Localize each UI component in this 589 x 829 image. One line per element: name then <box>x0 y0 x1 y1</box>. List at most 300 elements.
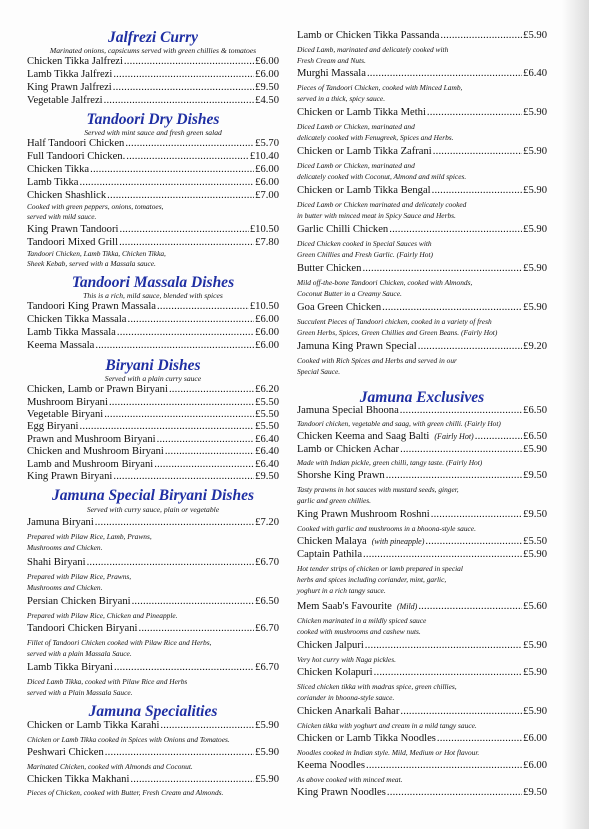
item-description: cooked with mushrooms and cashew nuts. <box>297 627 421 636</box>
item-description: Mild off-the-bone Tandoori Chicken, cooked with Almonds, <box>297 278 473 287</box>
item-name-text: Chicken Tikka Jalfrezi <box>27 56 123 67</box>
item-description: Pieces of Tandoori Chicken, cooked with Minced Lamb, <box>297 83 463 92</box>
item-name-text: Half Tandoori Chicken <box>27 138 125 149</box>
item-name <box>297 67 366 80</box>
item-price: £5.90 <box>255 774 279 785</box>
item-description: coriander in bhoona-style sauce. <box>297 693 395 702</box>
leader-dots <box>157 300 249 313</box>
item-name-text: Lamb and Mushroom Biryani <box>27 459 154 470</box>
item-description: yoghurt in a rich tangy sauce. <box>297 586 386 595</box>
leader-dots <box>95 339 254 352</box>
item-name-text: Chicken Kolapuri <box>297 667 373 678</box>
item-name <box>27 470 112 483</box>
leader-dots <box>400 705 522 718</box>
item-description: Tandoori Chicken, Lamb Tikka, Chicken Tikka, <box>27 249 166 258</box>
item-name <box>27 137 124 150</box>
menu-item-chicken-malaya <box>297 535 547 548</box>
leader-dots <box>119 236 254 249</box>
menu-item-goa-green-chicken <box>297 301 547 314</box>
item-price: £6.20 <box>255 384 279 395</box>
leader-dots <box>425 535 522 548</box>
menu-item-chicken-kolapuri <box>297 666 547 679</box>
menu-item-tandoori-chicken-biryani <box>27 622 279 635</box>
item-price: £9.50 <box>523 470 547 481</box>
leader-dots <box>365 639 522 652</box>
item-description: served in a thick, spicy sauce. <box>297 94 386 103</box>
leader-dots <box>125 137 254 150</box>
item-name-text: Garlic Chilli Chicken <box>297 224 389 235</box>
leader-dots <box>160 719 254 732</box>
item-description: Tandoori chicken, vegetable and saag, with green chilli. (Fairly Hot) <box>297 419 501 428</box>
item-price: £6.70 <box>255 662 279 673</box>
menu-item-keema-noodles <box>297 759 547 772</box>
menu-item-captain-pathila <box>297 548 547 561</box>
item-name <box>297 469 385 482</box>
item-name <box>297 666 373 679</box>
menu-item-keema-massala <box>27 339 279 352</box>
leader-dots <box>126 150 249 163</box>
leader-dots <box>389 223 522 236</box>
section-heading-jamuna-specialities: Jamuna Specialities <box>88 703 218 720</box>
leader-dots <box>138 622 254 635</box>
menu-item-lamb-tikka <box>27 176 279 189</box>
item-description: Tasty prawns in hot sauces with mustard seeds, ginger, <box>297 485 459 494</box>
item-price: £5.50 <box>523 536 547 547</box>
item-description: Chicken tikka with yoghurt and cream in a mild tangy sauce. <box>297 721 477 730</box>
menu-item-garlic-chilli-chicken <box>297 223 547 236</box>
menu-item-lamb-tikka-biryani <box>27 661 279 674</box>
item-description: Diced Lamb, marinated and delicately cooked with <box>297 45 449 54</box>
item-description: served with a Plain Massala Sauce. <box>27 688 133 697</box>
item-name-text: Shorshe King Prawn <box>297 470 385 481</box>
item-price: £5.60 <box>523 601 547 612</box>
leader-dots <box>427 106 522 119</box>
menu-item-chicken-tikka-jalfrezi <box>27 55 279 68</box>
item-description: Very hot curry with Naga pickles. <box>297 655 396 664</box>
item-name <box>27 150 125 163</box>
item-name <box>27 81 112 94</box>
menu-item-chicken-anarkali-bahar <box>297 705 547 718</box>
item-description: Cooked with garlic and mushrooms in a bhoona-style sauce. <box>297 524 476 533</box>
item-name <box>27 719 159 732</box>
leader-dots <box>165 445 254 458</box>
item-description: Prepared with Pilaw Rice, Chicken and Pineapple. <box>27 611 178 620</box>
leader-dots <box>104 94 255 107</box>
item-name-text: Lamb or Chicken Achar <box>297 444 400 455</box>
item-price: £7.00 <box>255 190 279 201</box>
item-name <box>27 556 86 569</box>
item-name <box>27 773 129 786</box>
menu-item-jamuna-special-bhoona <box>297 404 547 417</box>
item-description: Fillet of Tandoori Chicken cooked with Pilaw Rice and Herbs, <box>27 638 212 647</box>
item-name <box>297 404 399 417</box>
item-name-text: Chicken or Lamb Tikka Bengal <box>297 185 431 196</box>
leader-dots <box>431 508 522 521</box>
menu-item-tandoori-king-prawn-massala <box>27 300 279 313</box>
item-note: (Mild) <box>394 602 418 611</box>
item-name <box>297 262 361 275</box>
item-name <box>27 189 106 202</box>
item-description: Sliced chicken tikka with madras spice, green chillies, <box>297 682 457 691</box>
item-name-text: Chicken Keema and Saag Balti <box>297 431 430 442</box>
leader-dots <box>362 262 522 275</box>
section-subheading: Marinated onions, capsicums served with green chillies & tomatoes <box>49 46 257 55</box>
item-name <box>297 600 417 613</box>
menu-item-egg-biryani <box>27 420 279 433</box>
section-heading-tandoori-massala-dishes: Tandoori Massala Dishes <box>71 274 235 291</box>
item-name <box>27 661 113 674</box>
item-name-text: Lamb Tikka Biryani <box>27 662 113 673</box>
menu-item-lamb-or-chicken-tikka-passanda <box>297 29 547 42</box>
menu-item-lamb-tikka-massala <box>27 326 279 339</box>
item-name <box>297 548 362 561</box>
leader-dots <box>418 600 522 613</box>
item-name <box>27 94 103 107</box>
menu-item-lamb-or-chicken-achar <box>297 443 547 456</box>
item-price: £6.40 <box>255 459 279 470</box>
item-name-text: King Prawn Tandoori <box>27 224 119 235</box>
menu-item-shorshe-king-prawn <box>297 469 547 482</box>
menu-item-full-tandoori-chicken <box>27 150 279 163</box>
leader-dots <box>80 420 255 433</box>
menu-item-chicken-shashlick <box>27 189 279 202</box>
item-name <box>297 430 474 443</box>
menu-item-lamb-tikka-jalfrezi <box>27 68 279 81</box>
item-price: £6.70 <box>255 557 279 568</box>
leader-dots <box>95 516 254 529</box>
item-price: £9.50 <box>255 471 279 482</box>
item-price: £5.50 <box>255 421 279 432</box>
item-price: £7.20 <box>255 517 279 528</box>
section-heading-jamuna-exclusives: Jamuna Exclusives <box>359 389 485 406</box>
item-name-text: Chicken Anarkali Bahar <box>297 706 400 717</box>
item-price: £6.00 <box>255 177 279 188</box>
item-description: Chicken or Lamb Tikka cooked in Spices with Onions and Tomatoes. <box>27 735 230 744</box>
item-description: Diced Lamb or Chicken, marinated and <box>297 122 415 131</box>
leader-dots <box>387 786 522 799</box>
item-name-text: Vegetable Biryani <box>27 409 104 420</box>
item-name-text: Full Tandoori Chicken. <box>27 151 126 162</box>
item-price: £6.00 <box>255 164 279 175</box>
item-name-text: Vegetable Jalfrezi <box>27 95 103 106</box>
item-price: £5.90 <box>523 706 547 717</box>
item-name <box>297 759 365 772</box>
item-name-text: King Prawn Biryani <box>27 471 113 482</box>
item-description: Prepared with Pilaw Rice, Lamb, Prawns, <box>27 532 152 541</box>
item-price: £5.90 <box>523 107 547 118</box>
item-price: £5.90 <box>523 224 547 235</box>
item-name <box>27 313 126 326</box>
item-description: Chicken marinated in a mildly spiced sauce <box>297 616 427 625</box>
item-name <box>27 746 104 759</box>
section-subheading: Served with mint sauce and fresh green salad <box>84 128 222 137</box>
item-price: £4.50 <box>255 95 279 106</box>
item-description: served with mild sauce. <box>27 212 97 221</box>
item-name-text: Lamb Tikka Jalfrezi <box>27 69 113 80</box>
item-price: £6.00 <box>255 69 279 80</box>
leader-dots <box>363 548 522 561</box>
item-description: Cooked with Rich Spices and Herbs and served in our <box>297 356 457 365</box>
item-description: Pieces of Chicken, cooked with Butter, Fresh Cream and Almonds. <box>27 788 224 797</box>
item-price: £5.90 <box>523 667 547 678</box>
section-subheading: Served with a plain curry sauce <box>104 374 202 383</box>
item-name-text: Tandoori Chicken Biryani <box>27 623 138 634</box>
item-name <box>27 236 118 249</box>
item-name-text: Lamb Tikka Massala <box>27 327 116 338</box>
item-name-text: Jamuna King Prawn Special <box>297 341 417 352</box>
item-price: £5.90 <box>523 146 547 157</box>
item-name-text: Egg Biryani <box>27 421 79 432</box>
menu-item-tandoori-mixed-grill <box>27 236 279 249</box>
leader-dots <box>400 443 522 456</box>
leader-dots <box>80 176 255 189</box>
leader-dots <box>382 301 522 314</box>
item-name-text: Butter Chicken <box>297 263 362 274</box>
leader-dots <box>130 773 254 786</box>
section-heading-jamuna-special-biryani-dishes: Jamuna Special Biryani Dishes <box>52 487 254 504</box>
item-name-text: Mushroom Biryani <box>27 397 108 408</box>
item-price: £6.50 <box>255 596 279 607</box>
leader-dots <box>113 68 254 81</box>
item-name <box>27 55 123 68</box>
item-name-text: Peshwari Chicken <box>27 747 104 758</box>
item-name-text: Jamuna Biryani <box>27 517 94 528</box>
leader-dots <box>87 556 255 569</box>
leader-dots <box>367 67 522 80</box>
menu-item-king-prawn-tandoori <box>27 223 279 236</box>
item-name-text: Captain Pathila <box>297 549 363 560</box>
item-price: £6.40 <box>255 446 279 457</box>
item-price: £9.20 <box>523 341 547 352</box>
item-name <box>297 145 432 158</box>
item-description: Hot tender strips of chicken or lamb prepared in special <box>297 564 463 573</box>
item-price: £6.00 <box>523 760 547 771</box>
leader-dots <box>440 29 522 42</box>
item-price: £5.90 <box>523 640 547 651</box>
item-name <box>27 595 131 608</box>
item-price: £6.50 <box>523 405 547 416</box>
item-name-text: Lamb or Chicken Tikka Passanda <box>297 30 440 41</box>
item-description: delicately cooked with Fenugreek, Spices and Herbs. <box>297 133 454 142</box>
menu-item-chicken-lamb-or-prawn-biryani <box>27 383 279 396</box>
menu-item-king-prawn-mushroom-roshni <box>297 508 547 521</box>
item-name-text: Murghi Massala <box>297 68 366 79</box>
item-price: £10.50 <box>249 301 279 312</box>
leader-dots <box>169 383 254 396</box>
item-price: £5.90 <box>523 263 547 274</box>
page-fold-shadow <box>562 0 589 829</box>
item-name <box>297 535 424 548</box>
item-description: Diced Lamb or Chicken, marinated and <box>297 161 415 170</box>
menu-item-chicken-or-lamb-tikka-zafrani <box>297 145 547 158</box>
leader-dots <box>432 184 523 197</box>
item-description: Mushrooms and Chicken. <box>27 543 103 552</box>
item-name <box>27 420 79 433</box>
item-name-text: Prawn and Mushroom Biryani <box>27 434 156 445</box>
leader-dots <box>114 661 254 674</box>
menu-item-king-prawn-jalfrezi <box>27 81 279 94</box>
item-name <box>27 300 156 313</box>
leader-dots <box>113 470 254 483</box>
item-name-text: Chicken Tikka <box>27 164 90 175</box>
item-name-text: Chicken or Lamb Tikka Methi <box>297 107 426 118</box>
leader-dots <box>386 469 522 482</box>
item-description: Mushrooms and Chicken. <box>27 583 103 592</box>
menu-item-chicken-keema-and-saag-balti <box>297 430 547 443</box>
item-description: garlic and green chillies. <box>297 496 372 505</box>
item-name-text: Chicken and Mushroom Biryani <box>27 446 164 457</box>
menu-item-chicken-or-lamb-tikka-methi <box>297 106 547 119</box>
item-name <box>27 326 116 339</box>
menu-item-shahi-biryani <box>27 556 279 569</box>
item-name-text: King Prawn Noodles <box>297 787 386 798</box>
leader-dots <box>475 430 522 443</box>
item-name-text: King Prawn Jalfrezi <box>27 82 112 93</box>
item-description: served with a plain Massala Sauce. <box>27 649 132 658</box>
leader-dots <box>400 404 522 417</box>
item-description: Made with Indian pickle, green chilli, tangy taste. (Fairly Hot) <box>297 458 483 467</box>
leader-dots <box>117 326 254 339</box>
item-name-text: Chicken or Lamb Tikka Karahi <box>27 720 160 731</box>
item-name <box>297 705 399 718</box>
menu-item-butter-chicken <box>297 262 547 275</box>
item-name-text: Tandoori King Prawn Massala <box>27 301 157 312</box>
leader-dots <box>90 163 254 176</box>
item-description: Diced Lamb Tikka, cooked with Pilaw Rice and Herbs <box>27 677 188 686</box>
item-name-text: Chicken Tikka Massala <box>27 314 127 325</box>
item-name <box>27 339 94 352</box>
item-name <box>297 340 417 353</box>
menu-item-king-prawn-noodles <box>297 786 547 799</box>
item-price: £6.00 <box>255 314 279 325</box>
item-name-text: Jamuna Special Bhoona <box>297 405 399 416</box>
item-price: £5.50 <box>255 409 279 420</box>
menu-item-vegetable-jalfrezi <box>27 94 279 107</box>
leader-dots <box>437 732 522 745</box>
item-price: £5.90 <box>255 720 279 731</box>
item-price: £6.40 <box>523 68 547 79</box>
item-description: delicately cooked with Coconut, Almond and mild spices. <box>297 172 467 181</box>
item-name <box>27 223 118 236</box>
item-price: £5.90 <box>523 185 547 196</box>
leader-dots <box>107 189 254 202</box>
item-name <box>297 443 399 456</box>
menu-item-chicken-tikka <box>27 163 279 176</box>
item-description: Coconut Butter in a Creamy Sauce. <box>297 289 402 298</box>
item-name <box>297 184 431 197</box>
leader-dots <box>127 313 254 326</box>
item-description: Green Herbs, Spices, Green Chillies and Green Beans. (Fairly Hot) <box>297 328 498 337</box>
menu-item-chicken-tikka-massala <box>27 313 279 326</box>
item-name-text: Lamb Tikka <box>27 177 79 188</box>
item-description: Cooked with green peppers, onions, tomatoes, <box>27 202 164 211</box>
menu-item-chicken-jalpuri <box>297 639 547 652</box>
item-name <box>297 106 426 119</box>
menu-item-half-tandoori-chicken <box>27 137 279 150</box>
item-name-text: Chicken or Lamb Tikka Noodles <box>297 733 436 744</box>
item-name-text: Shahi Biryani <box>27 557 86 568</box>
item-name <box>27 68 112 81</box>
item-description: Diced Chicken cooked in Special Sauces with <box>297 239 432 248</box>
item-description: herbs and spices including coriander, mint, garlic, <box>297 575 447 584</box>
item-name <box>27 176 79 189</box>
leader-dots <box>374 666 523 679</box>
item-name-text: Mem Saab's Favourite <box>297 601 392 612</box>
leader-dots <box>366 759 522 772</box>
leader-dots <box>119 223 248 236</box>
item-name <box>297 786 386 799</box>
item-price: £5.70 <box>255 138 279 149</box>
item-name <box>27 516 94 529</box>
item-price: £10.40 <box>249 151 279 162</box>
leader-dots <box>105 746 254 759</box>
item-name-text: Keema Massala <box>27 340 95 351</box>
item-price: £6.70 <box>255 623 279 634</box>
item-name-text: Chicken or Lamb Tikka Zafrani <box>297 146 432 157</box>
item-description: Marinated Chicken, cooked with Almonds and Coconut. <box>27 762 193 771</box>
item-name <box>27 163 89 176</box>
menu-item-chicken-or-lamb-tikka-noodles <box>297 732 547 745</box>
menu-item-persian-chicken-biryani <box>27 595 279 608</box>
menu-item-king-prawn-biryani <box>27 470 279 483</box>
menu-item-jamuna-biryani <box>27 516 279 529</box>
item-price: £5.90 <box>523 302 547 313</box>
item-price: £5.90 <box>255 747 279 758</box>
item-name-text: Persian Chicken Biryani <box>27 596 131 607</box>
item-name-text: Goa Green Chicken <box>297 302 382 313</box>
item-name-text: King Prawn Mushroom Roshni <box>297 509 430 520</box>
item-name-text: Chicken Tikka Makhani <box>27 774 130 785</box>
menu-item-jamuna-king-prawn-special <box>297 340 547 353</box>
section-heading-tandoori-dry-dishes: Tandoori Dry Dishes <box>86 111 220 128</box>
item-name <box>297 732 436 745</box>
item-name <box>297 508 430 521</box>
item-name-text: Tandoori Mixed Grill <box>27 237 119 248</box>
item-price: £6.40 <box>255 434 279 445</box>
item-name-text: Chicken, Lamb or Prawn Biryani <box>27 384 168 395</box>
item-price: £5.90 <box>523 444 547 455</box>
leader-dots <box>132 595 255 608</box>
item-price: £6.00 <box>255 327 279 338</box>
section-heading-jalfrezi-curry: Jalfrezi Curry <box>108 29 198 46</box>
item-price: £9.50 <box>523 509 547 520</box>
item-description: Succulent Pieces of Tandoori chicken, cooked in a variety of fresh <box>297 317 492 326</box>
leader-dots <box>418 340 522 353</box>
item-name-text: Chicken Shashlick <box>27 190 107 201</box>
item-price: £6.00 <box>255 340 279 351</box>
item-name-text: Keema Noodles <box>297 760 365 771</box>
menu-item-peshwari-chicken <box>27 746 279 759</box>
menu-item-chicken-or-lamb-tikka-karahi <box>27 719 279 732</box>
leader-dots <box>113 81 254 94</box>
item-name <box>297 639 364 652</box>
item-name <box>297 29 439 42</box>
item-name <box>27 622 137 635</box>
item-price: £10.50 <box>249 224 279 235</box>
item-price: £6.00 <box>523 733 547 744</box>
item-name <box>297 223 388 236</box>
item-note: (with pineapple) <box>369 537 425 546</box>
item-description: Green Chillies and Fresh Garlic. (Fairly Hot) <box>297 250 433 259</box>
item-price: £6.50 <box>523 431 547 442</box>
section-subheading: This is a rich, mild sauce, blended with spices <box>83 291 223 300</box>
leader-dots <box>433 145 522 158</box>
item-description: in butter with minced meat in Spicy Sauce and Herbs. <box>297 211 456 220</box>
item-description: Diced Lamb or Chicken marinated and delicately cooked <box>297 200 467 209</box>
item-price: £5.50 <box>255 397 279 408</box>
item-description: Noodles cooked in Indian style. Mild, Medium or Hot flavour. <box>297 748 480 757</box>
item-price: £6.00 <box>255 56 279 67</box>
